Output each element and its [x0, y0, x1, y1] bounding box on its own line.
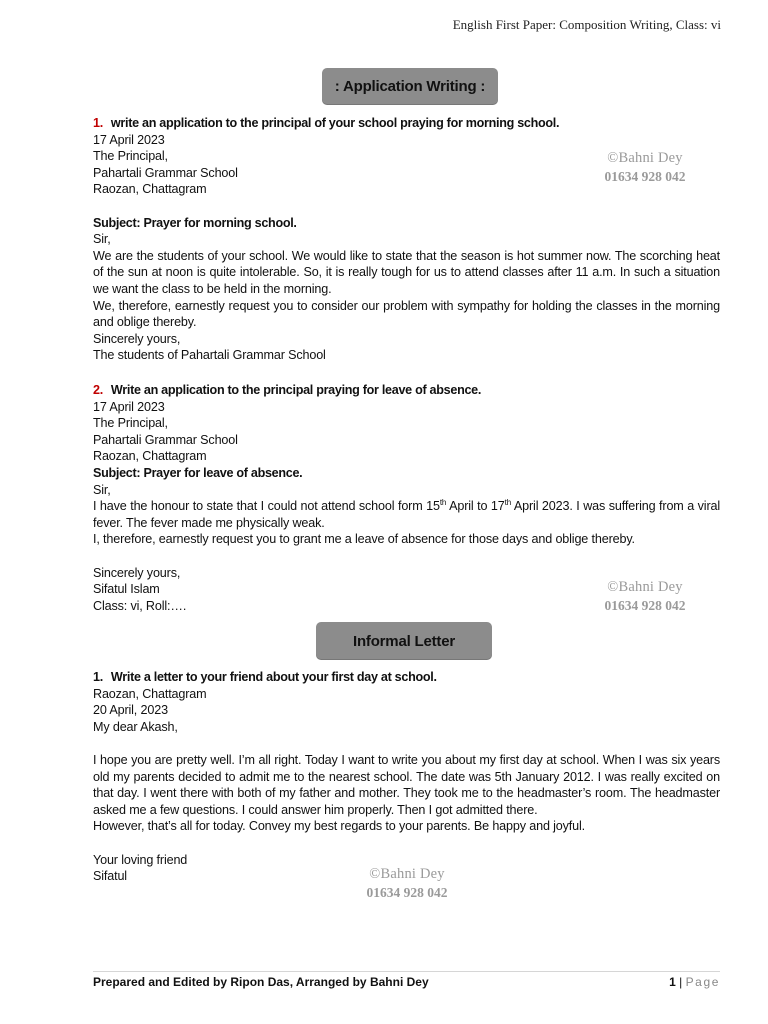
address-line: Pahartali Grammar School [93, 432, 238, 447]
subject-line: Subject: Prayer for morning school. [93, 215, 297, 230]
salutation: Sir, [93, 232, 111, 247]
body-paragraph: We are the students of your school. We would like to state that the season is hot summer now. The scorching heat of the sun at noon is quite intolerable. So, it is really tough for us to attend classes after 11 a.m. In such a situation we want the class to be held in the morning. [93, 248, 720, 296]
page-number-value: 1 [669, 975, 676, 989]
watermark-name: ©Bahni Dey [369, 866, 445, 882]
body-paragraph: I have the honour to state that I could not attend school form 15th April to 17th April 2023. I was suffering from a viral fever. The fever made me physically weak. [93, 497, 720, 530]
question-1 [93, 115, 720, 132]
closing: Your loving friend [93, 852, 188, 867]
watermark-phone: 01634 928 042 [366, 885, 448, 900]
body-paragraph: I, therefore, earnestly request you to grant me a leave of absence for those days and oblige thereby. [93, 532, 635, 547]
signature: The students of Pahartali Grammar School [93, 348, 326, 363]
informal-letter-1 [93, 669, 720, 885]
question-text: Write a letter to your friend about your first day at school. [110, 670, 437, 684]
question-2 [93, 382, 720, 399]
date: 17 April 2023 [93, 399, 165, 414]
address-line: Pahartali Grammar School [93, 165, 238, 180]
signature: Sifatul Islam [93, 582, 160, 597]
closing: Sincerely yours, [93, 331, 181, 346]
body-paragraph: I hope you are pretty well. I’m all right. Today I want to write you about my first day at school. When I was six years old my parents decided to admit me to the nearest school. The date was 5th January 2012. I was really excited on that day. I went there with both of my father and mother. They took me to the headmaster’s room. The headmaster asked me a few questions. I could answer him properly. Then I got admitted there. [93, 752, 720, 817]
page-separator: | [675, 975, 686, 989]
watermark [590, 579, 700, 614]
salutation: My dear Akash, [93, 719, 178, 734]
watermark-name: ©Bahni Dey [607, 579, 683, 595]
footer-divider [93, 971, 720, 972]
salutation: Sir, [93, 482, 111, 497]
question-number: 1. [93, 670, 103, 684]
page-label: Page [685, 975, 720, 989]
address-line: Raozan, Chattagram [93, 182, 207, 197]
section-title-informal-letter: Informal Letter [316, 622, 492, 659]
date: 17 April 2023 [93, 132, 165, 147]
subject-line: Subject: Prayer for leave of absence. [93, 465, 303, 480]
body-paragraph: However, that’s all for today. Convey my best regards to your parents. Be happy and joyful. [93, 819, 585, 834]
section-title-application: : Application Writing : [322, 68, 498, 104]
page-number [669, 975, 720, 989]
question-text: Write an application to the principal praying for leave of absence. [110, 383, 482, 397]
footer-credit: Prepared and Edited by Ripon Das, Arranged by Bahni Dey [93, 975, 429, 989]
question-number: 1. [93, 116, 103, 130]
watermark-phone: 01634 928 042 [604, 598, 686, 613]
question-number: 2. [93, 383, 103, 397]
class-roll: Class: vi, Roll:…. [93, 598, 187, 613]
date: 20 April, 2023 [93, 703, 168, 718]
question-text: write an application to the principal of your school praying for morning school. [110, 116, 560, 130]
body-paragraph: We, therefore, earnestly request you to consider our problem with sympathy for holding the classes in the morning and oblige thereby. [93, 298, 720, 330]
page-header: English First Paper: Composition Writing, Class: vi [452, 17, 721, 32]
watermark-phone: 01634 928 042 [604, 169, 686, 184]
watermark [352, 866, 462, 901]
letter-question-1 [93, 669, 720, 686]
address-line: Raozan, Chattagram [93, 449, 207, 464]
address-line: The Principal, [93, 149, 168, 164]
signature: Sifatul [93, 869, 127, 884]
watermark [590, 150, 700, 185]
place: Raozan, Chattagram [93, 686, 207, 701]
closing: Sincerely yours, [93, 565, 181, 580]
watermark-name: ©Bahni Dey [607, 150, 683, 166]
address-line: The Principal, [93, 416, 168, 431]
